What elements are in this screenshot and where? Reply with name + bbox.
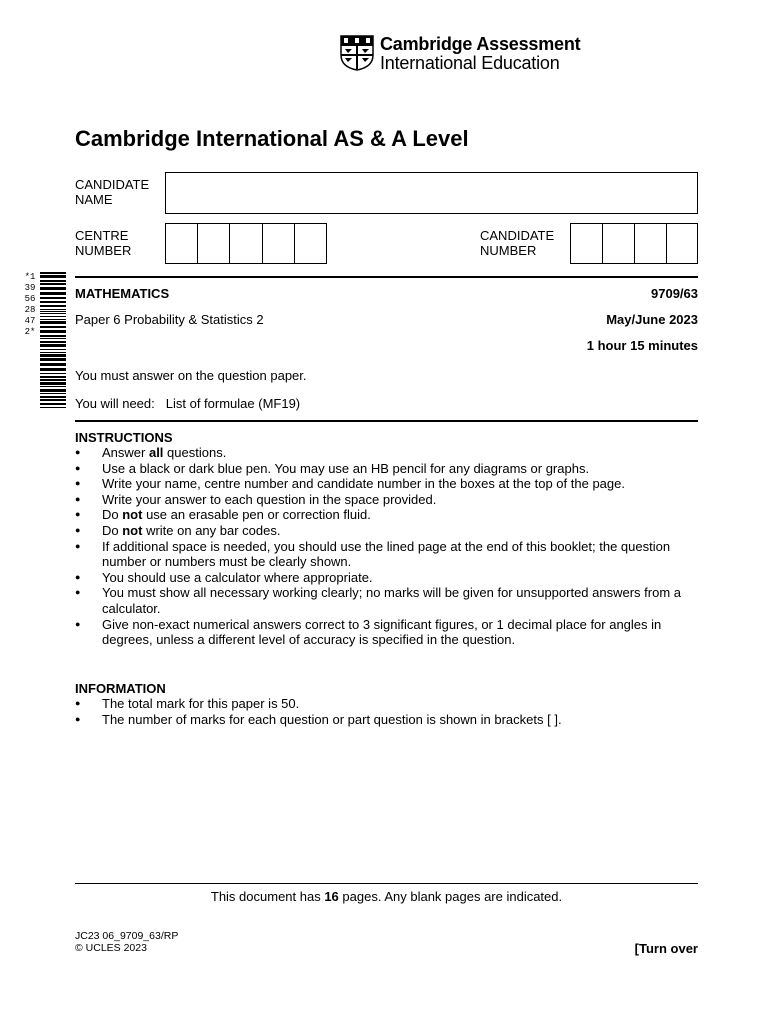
barcode-bar bbox=[40, 330, 66, 333]
candidate-name-label-line-1: CANDIDATE bbox=[75, 177, 150, 192]
document-reference bbox=[75, 930, 178, 954]
candidate-number-label bbox=[480, 228, 570, 258]
barcode-bar bbox=[40, 389, 66, 392]
instruction-emphasis: not bbox=[122, 507, 143, 523]
paper-code: 9709/63 bbox=[651, 286, 698, 301]
barcode-bar bbox=[40, 311, 66, 312]
page-count-text: This document has bbox=[210, 889, 325, 904]
you-will-need-label: You will need: bbox=[75, 396, 155, 411]
candidate-name-label bbox=[75, 177, 165, 207]
candidate-number-label-line-1: CANDIDATE bbox=[480, 228, 555, 243]
centre-number-digit-box[interactable] bbox=[165, 223, 198, 264]
barcode-digits: *1395628472* bbox=[24, 272, 36, 337]
list-item bbox=[75, 523, 700, 539]
candidate-name-label-line-2: NAME bbox=[75, 192, 113, 207]
barcode-bar bbox=[40, 316, 66, 317]
footer-divider bbox=[75, 883, 698, 884]
barcode-bar bbox=[40, 283, 66, 285]
centre-number-label bbox=[75, 228, 165, 258]
centre-number-label-line-1: CENTRE bbox=[75, 228, 129, 243]
information-list bbox=[75, 696, 700, 727]
logo-line-1: Cambridge Assessment bbox=[380, 34, 581, 54]
instruction-emphasis: all bbox=[148, 445, 164, 460]
barcode-bar bbox=[40, 338, 66, 339]
list-item: ● The total mark for this paper is 50. bbox=[75, 696, 700, 712]
centre-number-label-line-2: NUMBER bbox=[75, 243, 132, 258]
you-will-need bbox=[75, 396, 300, 411]
instruction-text: Do bbox=[102, 507, 123, 523]
barcode-bar bbox=[40, 358, 66, 361]
barcode-bar bbox=[40, 368, 66, 371]
candidate-number-digit-box[interactable] bbox=[570, 223, 603, 264]
barcode-bar bbox=[40, 373, 66, 374]
barcode-bar bbox=[40, 319, 66, 320]
logo-line-2: International Education bbox=[380, 53, 560, 73]
copyright: © UCLES 2023 bbox=[75, 942, 147, 954]
list-item bbox=[75, 507, 700, 523]
barcode-bar bbox=[40, 305, 66, 307]
centre-number-digit-box[interactable] bbox=[262, 223, 295, 264]
barcode-bar bbox=[40, 382, 66, 385]
divider bbox=[75, 420, 698, 422]
barcode-bar bbox=[40, 349, 66, 350]
barcode-bar bbox=[40, 272, 66, 274]
centre-number-digit-box[interactable] bbox=[294, 223, 327, 264]
duration: 1 hour 15 minutes bbox=[586, 338, 698, 353]
list-item: ● You should use a calculator where appropriate. bbox=[75, 570, 700, 586]
barcode-bar bbox=[40, 403, 66, 405]
session: May/June 2023 bbox=[606, 312, 698, 327]
barcode-bar bbox=[40, 297, 66, 299]
list-item: ● The number of marks for each question or part question is shown in brackets [ ]. bbox=[75, 712, 700, 728]
barcode-bar bbox=[40, 396, 66, 398]
list-item: ● Write your name, centre number and candidate number in the boxes at the top of the page. bbox=[75, 476, 700, 492]
instruction-text: questions. bbox=[163, 445, 227, 460]
barcode-bar bbox=[40, 352, 66, 353]
instruction-text: use an erasable pen or correction fluid. bbox=[142, 507, 371, 523]
instruction-text: write on any bar codes. bbox=[142, 522, 281, 538]
list-item: ● You must show all necessary working clearly; no marks will be given for unsupported answers from a calculator. bbox=[75, 585, 700, 616]
barcode bbox=[26, 272, 66, 412]
list-item: ● Give non-exact numerical answers correct to 3 significant figures, or 1 decimal place for angles in degrees, unless a different level of accuracy is specified in the question. bbox=[75, 617, 700, 648]
candidate-number-label-line-2: NUMBER bbox=[480, 243, 537, 258]
answer-note: You must answer on the question paper. bbox=[75, 368, 307, 383]
barcode-bar bbox=[40, 301, 66, 303]
barcode-bar bbox=[40, 399, 66, 401]
barcode-bar bbox=[40, 321, 66, 324]
subject: MATHEMATICS bbox=[75, 286, 170, 301]
reference-code: JC23 06_9709_63/RP bbox=[75, 930, 179, 942]
list-item bbox=[75, 445, 700, 461]
list-item: ● If additional space is needed, you should use the lined page at the end of this booklet; the question number or numbers must be clearly shown. bbox=[75, 539, 700, 570]
paper-title: Paper 6 Probability & Statistics 2 bbox=[75, 312, 264, 327]
barcode-bar bbox=[40, 341, 66, 343]
information-heading: INFORMATION bbox=[75, 681, 166, 696]
candidate-name-field[interactable] bbox=[165, 172, 698, 214]
barcode-bars-icon bbox=[40, 272, 66, 412]
list-item: ● Use a black or dark blue pen. You may use an HB pencil for any diagrams or graphs. bbox=[75, 461, 700, 477]
page-count-number: 16 bbox=[324, 889, 339, 904]
instruction-emphasis: not bbox=[122, 522, 143, 538]
instruction-text: Do bbox=[102, 522, 123, 538]
cambridge-logo bbox=[340, 34, 580, 74]
barcode-bar bbox=[40, 335, 66, 337]
page-title: Cambridge International AS & A Level bbox=[75, 126, 469, 151]
barcode-bar bbox=[40, 313, 66, 314]
instruction-text: Answer bbox=[102, 445, 149, 460]
barcode-bar bbox=[40, 309, 66, 310]
candidate-number-digit-box[interactable] bbox=[602, 223, 635, 264]
barcode-bar bbox=[40, 363, 66, 366]
centre-number-field[interactable] bbox=[165, 223, 327, 264]
list-item: ● Write your answer to each question in the space provided. bbox=[75, 492, 700, 508]
centre-number-digit-box[interactable] bbox=[197, 223, 230, 264]
barcode-bar bbox=[40, 326, 66, 328]
barcode-bar bbox=[40, 386, 66, 387]
candidate-number-digit-box[interactable] bbox=[634, 223, 667, 264]
candidate-number-digit-box[interactable] bbox=[666, 223, 698, 264]
centre-number-digit-box[interactable] bbox=[229, 223, 263, 264]
instructions-list bbox=[75, 445, 700, 648]
barcode-bar bbox=[40, 407, 66, 408]
barcode-bar bbox=[40, 287, 66, 290]
page-count-note bbox=[75, 889, 698, 904]
barcode-bar bbox=[40, 393, 66, 394]
barcode-bar bbox=[40, 280, 66, 282]
barcode-bar bbox=[40, 275, 66, 278]
barcode-bar bbox=[40, 344, 66, 347]
instructions-heading: INSTRUCTIONS bbox=[75, 430, 173, 445]
divider bbox=[75, 276, 698, 278]
barcode-bar bbox=[40, 379, 66, 381]
barcode-bar bbox=[40, 376, 66, 378]
barcode-bar bbox=[40, 292, 66, 295]
candidate-number-field[interactable] bbox=[570, 223, 698, 264]
turn-over-label: [Turn over bbox=[634, 941, 698, 956]
page-count-text: pages. Any blank pages are indicated. bbox=[338, 889, 563, 904]
barcode-bar bbox=[40, 354, 66, 357]
crest-icon bbox=[340, 35, 374, 71]
you-will-need-value: List of formulae (MF19) bbox=[165, 396, 301, 411]
